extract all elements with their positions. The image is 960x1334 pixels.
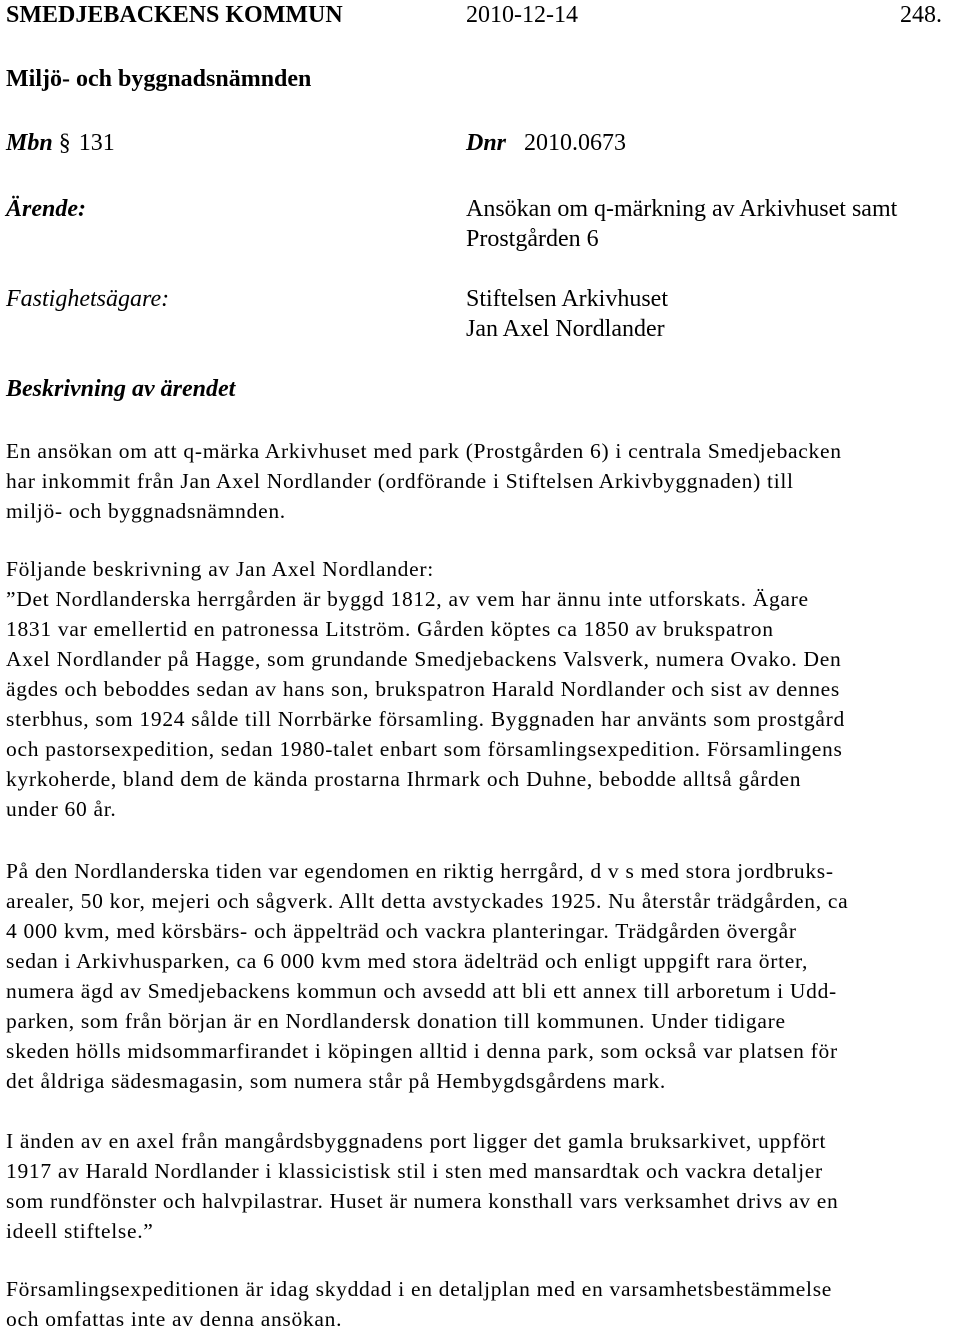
text-line: det åldriga sädesmagasin, som numera står på Hembygdsgårdens mark.: [6, 1069, 666, 1093]
text-line: Följande beskrivning av Jan Axel Nordlander:: [6, 557, 434, 581]
dnr-label: Dnr: [466, 130, 507, 156]
meeting-date: 2010-12-14: [466, 2, 578, 28]
municipality-name: SMEDJEBACKENS KOMMUN: [6, 2, 343, 28]
text-line: sterbhus, som 1924 sålde till Norrbärke församling. Byggnaden har använts som prostgård: [6, 707, 845, 731]
text-line: skeden hölls midsommarfirandet i köpingen alltid i denna park, som också var platsen för: [6, 1039, 838, 1063]
text-line: sedan i Arkivhusparken, ca 6 000 kvm med stora ädelträd och enligt uppgift rara örter,: [6, 949, 809, 973]
paragraph-estate: [6, 856, 956, 1096]
text-line: miljö- och byggnadsnämnden.: [6, 499, 286, 523]
text-line: 1917 av Harald Nordlander i klassicistisk stil i sten med mansardtak och vackra detaljer: [6, 1159, 823, 1183]
text-line: och omfattas inte av denna ansökan.: [6, 1307, 343, 1331]
owner-line: Stiftelsen Arkivhuset: [466, 286, 668, 312]
owner-label: Fastighetsägare:: [6, 286, 170, 312]
description-heading: Beskrivning av ärendet: [6, 376, 236, 402]
case-section-reference: [6, 128, 115, 158]
paragraph-protection: [6, 1274, 956, 1334]
text-line: under 60 år.: [6, 797, 117, 821]
text-line: 4 000 kvm, med körsbärs- och äppelträd och vackra planteringar. Trädgården övergår: [6, 919, 797, 943]
arende-value: [466, 194, 897, 254]
paragraph-intro: [6, 436, 956, 526]
arende-line: Ansökan om q-märkning av Arkivhuset samt: [466, 196, 898, 222]
paragraph-archive: [6, 1126, 956, 1246]
paragraph-history: [6, 554, 956, 824]
text-line: numera ägd av Smedjebackens kommun och avsedd att bli ett annex till arboretum i Udd-: [6, 979, 837, 1003]
dnr-number: 2010.0673: [524, 130, 627, 156]
text-line: kyrkoherde, bland dem de kända prostarna Ihrmark och Duhne, bebodde alltså gården: [6, 767, 802, 791]
mbn-label: Mbn: [6, 130, 53, 156]
dnr-reference: [466, 128, 626, 158]
text-line: ”Det Nordlanderska herrgården är byggd 1812, av vem har ännu inte utforskats. Ägare: [6, 587, 809, 611]
text-line: Axel Nordlander på Hagge, som grundande Smedjebackens Valsverk, numera Ovako. Den: [6, 647, 842, 671]
text-line: parken, som från början är en Nordlandersk donation till kommunen. Under tidigare: [6, 1009, 786, 1033]
mbn-number: 131: [78, 130, 115, 156]
text-line: som rundfönster och halvpilastrar. Huset är numera konsthall vars verksamhet drivs av en: [6, 1189, 839, 1213]
page-number: 248.: [900, 2, 942, 28]
section-sign-icon: §: [58, 130, 71, 156]
text-line: I änden av en axel från mangårdsbyggnadens port ligger det gamla bruksarkivet, uppfört: [6, 1129, 827, 1153]
text-line: En ansökan om att q-märka Arkivhuset med park (Prostgården 6) i centrala Smedjebacken: [6, 439, 842, 463]
text-line: och pastorsexpedition, sedan 1980-talet enbart som församlingsexpedition. Församlingens: [6, 737, 843, 761]
text-line: ägdes och beboddes sedan av hans son, brukspatron Harald Nordlander och sist av dennes: [6, 677, 840, 701]
committee-name: Miljö- och byggnadsnämnden: [6, 66, 312, 92]
owner-value: [466, 284, 668, 344]
text-line: 1831 var emellertid en patronessa Litström. Gården köptes ca 1850 av brukspatron: [6, 617, 774, 641]
text-line: arealer, 50 kor, mejeri och sågverk. Allt detta avstyckades 1925. Nu återstår trädgården, ca: [6, 889, 849, 913]
text-line: På den Nordlanderska tiden var egendomen en riktig herrgård, d v s med stora jordbruks-: [6, 859, 834, 883]
text-line: ideell stiftelse.”: [6, 1219, 154, 1243]
owner-line: Jan Axel Nordlander: [466, 316, 665, 342]
text-line: har inkommit från Jan Axel Nordlander (ordförande i Stiftelsen Arkivbyggnaden) till: [6, 469, 794, 493]
arende-line: Prostgården 6: [466, 226, 599, 252]
arende-label: Ärende:: [6, 196, 86, 222]
text-line: Församlingsexpeditionen är idag skyddad i en detaljplan med en varsamhetsbestämmelse: [6, 1277, 833, 1301]
